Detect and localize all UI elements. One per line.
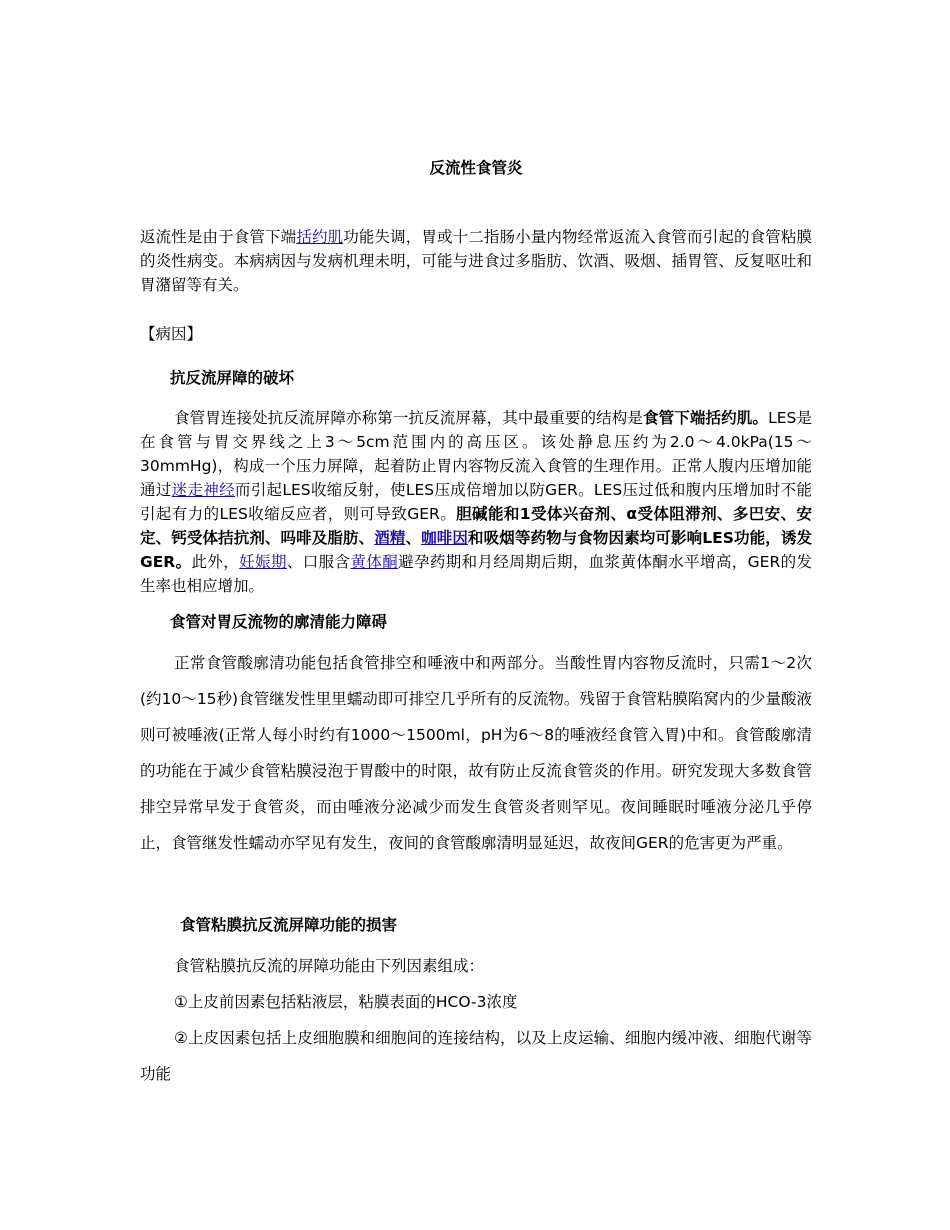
s1-text-5: 、口服含 bbox=[286, 553, 351, 571]
link-sphincter[interactable]: 括约肌 bbox=[296, 228, 344, 246]
section-label-etiology: 【病因】 bbox=[140, 325, 203, 343]
link-vagus-nerve[interactable]: 迷走神经 bbox=[171, 481, 235, 499]
s1-bold-effect: 和吸烟等药物与食物因素均可影响LES功能，诱发GER。 bbox=[140, 529, 812, 571]
paragraph-mucosal-intro: 食管粘膜抗反流的屏障功能由下列因素组成： bbox=[174, 957, 485, 975]
intro-text-2: 功能失调，胃或十二指肠小量内物经常返流入食管而引起的食管粘膜的炎性病变。本病病因与发病机理未明，可能与进食过多脂肪、饮酒、吸烟、插胃管、反复呕吐和胃潴留等有关。 bbox=[140, 228, 812, 294]
paragraph-acid-clearance: 正常食管酸廓清功能包括食管排空和唾液中和两部分。当酸性胃内容物反流时，只需1～2次(约10～15秒)食管继发性里里蠕动即可排空几乎所有的反流物。残留于食管粘膜陷窝内的少量酸液则可被唾液(正常人每小时约有1000～1500ml，pH为6～8的唾液经食管入胃)中和。食管酸廓清的功能在于减少食管粘膜浸泡于胃酸中的时限，故有防止反流食管炎的作用。研究发现大多数食管排空异常早发于食管炎，而由唾液分泌减少而发生食管炎者则罕见。夜间睡眠时唾液分泌几乎停止，食管继发性蠕动亦罕见有发生，夜间的食管酸廓清明显延迟，故夜间GER的危害更为严重。 bbox=[140, 654, 812, 852]
link-caffeine[interactable]: 咖啡因 bbox=[421, 529, 468, 547]
paragraph-pre-epithelial: ①上皮前因素包括粘液层，粘膜表面的HCO-3浓度 bbox=[174, 993, 518, 1011]
intro-paragraph bbox=[140, 225, 812, 297]
paragraph-epithelial: ②上皮因素包括上皮细胞膜和细胞间的连接结构，以及上皮运输、细胞内缓冲液、细胞代谢等功能 bbox=[140, 1029, 812, 1083]
paragraph-anti-reflux-barrier bbox=[140, 406, 812, 598]
s1-text-4: 此外， bbox=[191, 553, 240, 571]
link-progesterone[interactable]: 黄体酮 bbox=[350, 553, 399, 571]
s1-text-2: LES是在食管与胃交界线之上3～5cm范围内的高压区。该处静息压约为2.0～4.0kPa(15～30mmHg)，构成一个压力屏障，起着防止胃内容物反流入食管的生理作用。正常人腹内压增加能通过 bbox=[140, 409, 812, 499]
s1-bold-sep: 、 bbox=[405, 529, 422, 547]
s1-bold-factors: 胆碱能和1受体兴奋剂、α受体阻滞剂、多巴安、安定、钙受体拮抗剂、吗啡及脂肪、 bbox=[140, 505, 813, 547]
s1-text-3: 而引起LES收缩反射，使LES压成倍增加以防GER。LES压过低和腹内压增加时不能引起有力的LES收缩反应者，则可导致GER。 bbox=[140, 481, 812, 523]
s1-text-1: 食管胃连接处抗反流屏障亦称第一抗反流屏幕，其中最重要的结构是 bbox=[174, 409, 643, 427]
document-title: 反流性食管炎 bbox=[429, 159, 523, 177]
s1-bold-les: 食管下端括约肌。 bbox=[643, 409, 769, 427]
intro-text-1: 返流性是由于食管下端 bbox=[140, 228, 297, 246]
heading-anti-reflux-barrier: 抗反流屏障的破坏 bbox=[170, 369, 295, 387]
heading-mucosal-barrier: 食管粘膜抗反流屏障功能的损害 bbox=[180, 916, 398, 934]
heading-acid-clearance: 食管对胃反流物的廓清能力障碍 bbox=[170, 613, 388, 631]
link-alcohol[interactable]: 酒精 bbox=[374, 529, 406, 547]
link-pregnancy[interactable]: 妊娠期 bbox=[239, 553, 287, 571]
s1-text-6: 避孕药期和月经周期后期，血浆黄体酮水平增高，GER的发生率也相应增加。 bbox=[140, 553, 812, 595]
